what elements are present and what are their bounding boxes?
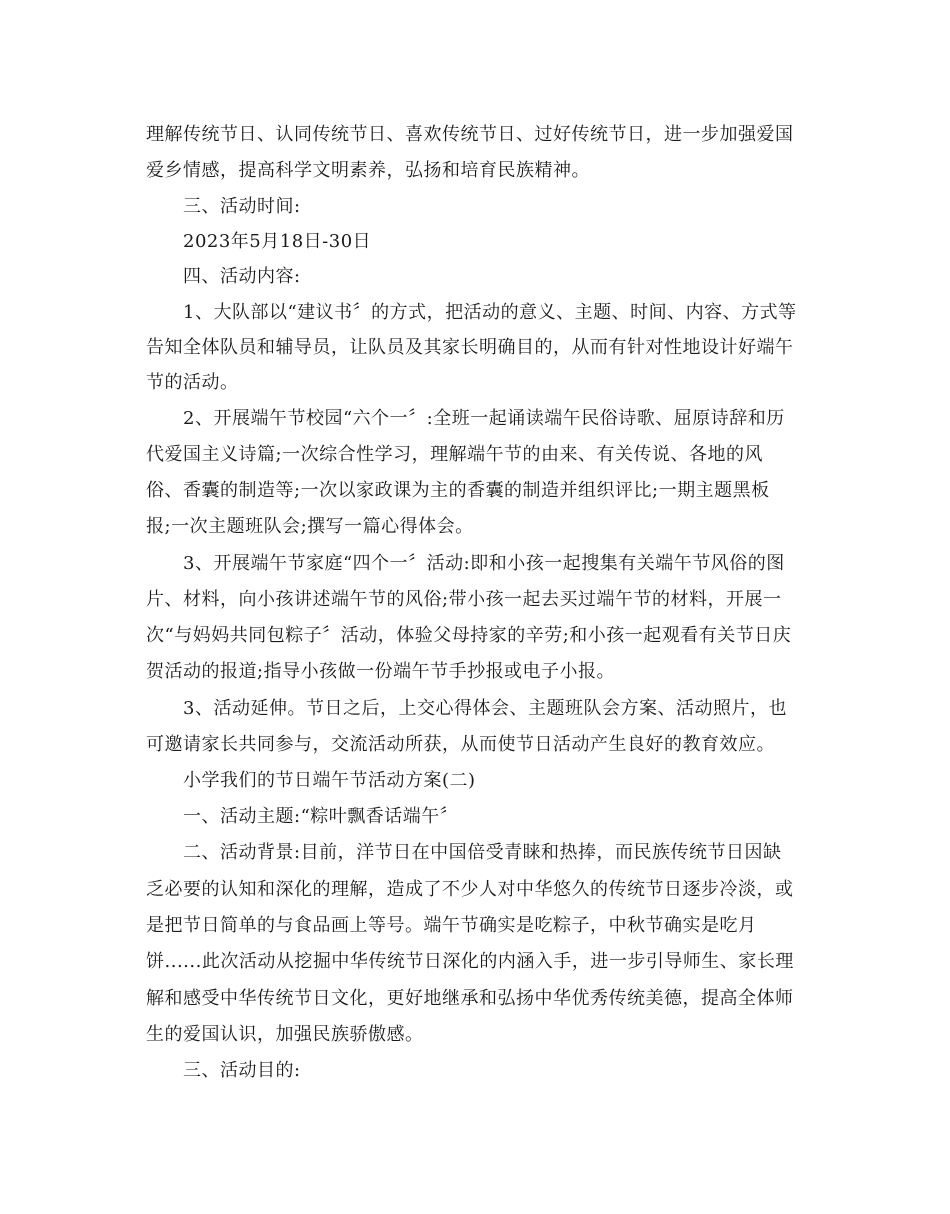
text-line: 2023年5月18日-30日	[183, 231, 372, 252]
text-line: 3、活动延伸。节日之后，上交心得体会、主题班队会方案、活动照片，也	[183, 698, 787, 719]
text-line: 节的活动。	[146, 372, 239, 393]
text-line: 理解传统节日、认同传统节日、喜欢传统节日、过好传统节日，进一步加强爱国	[146, 124, 794, 145]
text-line: 二、活动背景:目前，洋节日在中国倍受青睐和热捧，而民族传统节日因缺	[183, 842, 782, 863]
text-line: 1、大队部以“建议书〞的方式，把活动的意义、主题、时间、内容、方式等	[183, 302, 797, 323]
text-line: 代爱国主义诗篇;一次综合性学习，理解端午节的由来、有关传说、各地的风	[146, 444, 764, 465]
text-line: 3、开展端午节家庭“四个一〞活动:即和小孩一起搜集有关端午节风俗的图	[183, 553, 785, 574]
text-line: 俗、香囊的制造等;一次以家政课为主的香囊的制造并组织评比;一期主题黑板	[146, 480, 770, 501]
text-line: 饼......此次活动从挖掘中华传统节日深化的内涵入手，进一步引导师生、家长理	[146, 951, 794, 972]
text-line: 报;一次主题班队会;撰写一篇心得体会。	[146, 516, 474, 537]
text-line: 生的爱国认识，加强民族骄傲感。	[146, 1024, 424, 1045]
section-heading: 一、活动主题:“粽叶飘香话端午〞	[183, 806, 459, 827]
text-line: 2、开展端午节校园“六个一〞:全班一起诵读端午民俗诗歌、屈原诗辞和历	[183, 408, 785, 429]
text-line: 告知全体队员和辅导员，让队员及其家长明确目的，从而有针对性地设计好端午	[146, 337, 794, 358]
text-line: 乏必要的认知和深化的理解，造成了不少人对中华悠久的传统节日逐步冷淡，或	[146, 879, 794, 900]
section-heading: 三、活动目的:	[183, 1060, 301, 1081]
text-line: 可邀请家长共同参与，交流活动所获，从而使节日活动产生良好的教育效应。	[146, 734, 775, 755]
section-heading: 四、活动内容:	[183, 266, 301, 287]
text-line: 贺活动的报道;指导小孩做一份端午节手抄报或电子小报。	[146, 661, 616, 682]
text-line: 解和感受中华传统节日文化，更好地继承和弘扬中华优秀传统美德，提高全体师	[146, 988, 794, 1009]
text-line: 片、材料，向小孩讲述端午节的风俗;带小孩一起去买过端午节的材料，开展一	[146, 589, 782, 610]
document-subtitle: 小学我们的节日端午节活动方案(二)	[183, 770, 476, 791]
text-line: 次“与妈妈共同包粽子〞活动，体验父母持家的辛劳;和小孩一起观看有关节日庆	[146, 625, 792, 646]
text-line: 是把节日简单的与食品画上等号。端午节确实是吃粽子，中秋节确实是吃月	[146, 915, 757, 936]
text-line: 爱乡情感，提高科学文明素养，弘扬和培育民族精神。	[146, 160, 590, 181]
section-heading: 三、活动时间:	[183, 196, 301, 217]
